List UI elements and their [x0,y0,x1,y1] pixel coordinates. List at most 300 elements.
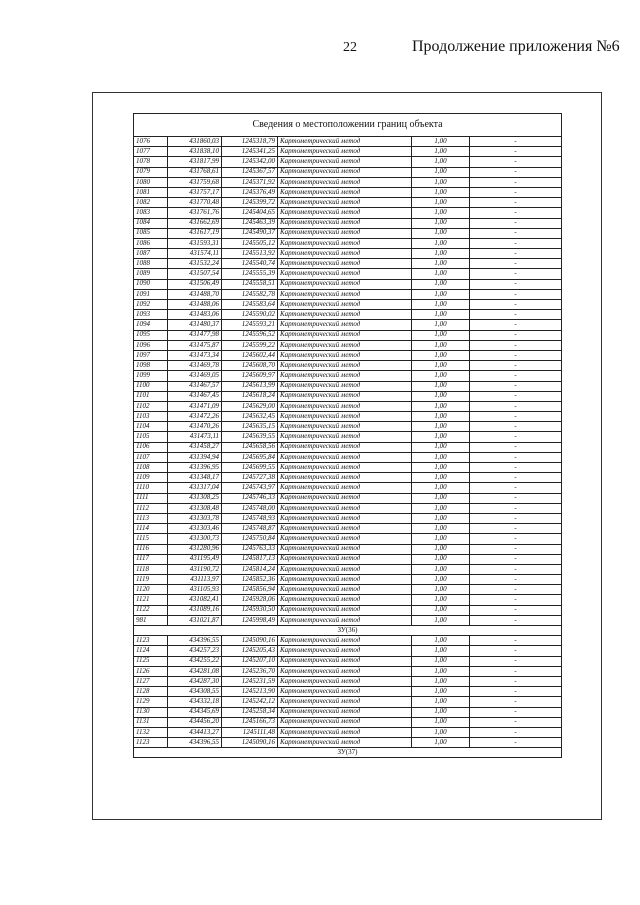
table-cell: 1,00 [412,544,470,554]
table-cell: Картометрический метод [278,340,412,350]
table-cell: 1245513,92 [222,249,278,259]
table-row [134,442,562,452]
table-cell: 1245590,02 [222,310,278,320]
table-cell: 1245639,55 [222,432,278,442]
table-cell: 1115 [134,534,168,544]
table-cell: 1114 [134,524,168,534]
table-row [134,412,562,422]
table-cell: 1,00 [412,503,470,513]
table-cell: 1245593,21 [222,320,278,330]
table-cell: 1245205,43 [222,646,278,656]
table-cell: 1082 [134,198,168,208]
table-cell: Картометрический метод [278,381,412,391]
table-row [134,177,562,187]
table-cell: 431761,76 [168,208,222,218]
table-cell: - [470,198,562,208]
table-cell: 1245367,57 [222,167,278,177]
table-cell: 1,00 [412,493,470,503]
table-row [134,595,562,605]
table-cell: 1245658,56 [222,442,278,452]
table-cell: 1110 [134,483,168,493]
table-cell: 431770,48 [168,198,222,208]
table-row [134,320,562,330]
table-cell: - [470,137,562,147]
table-cell: 1,00 [412,727,470,737]
table-title: Сведения о местоположении границ объекта [134,114,562,137]
table-cell: 1,00 [412,187,470,197]
table-cell: 1104 [134,422,168,432]
table-cell: 434257,23 [168,646,222,656]
table-cell: - [470,656,562,666]
table-cell: 1245236,70 [222,666,278,676]
table-cell: 431308,48 [168,503,222,513]
table-cell: 1,00 [412,401,470,411]
table-cell: 1131 [134,717,168,727]
table-cell: - [470,269,562,279]
table-cell: 431303,46 [168,524,222,534]
table-cell: - [470,483,562,493]
table-cell: 1245207,10 [222,656,278,666]
table-cell: 431488,06 [168,300,222,310]
table-cell: 1077 [134,147,168,157]
table-row [134,636,562,646]
table-cell: 1245258,34 [222,707,278,717]
table-cell: 1245635,15 [222,422,278,432]
table-cell: 1126 [134,666,168,676]
table-cell: 1120 [134,585,168,595]
table-cell: 1,00 [412,330,470,340]
table-cell: - [470,452,562,462]
table-cell: 431317,04 [168,483,222,493]
table-cell: 1245242,12 [222,697,278,707]
table-cell: - [470,259,562,269]
table-cell: - [470,534,562,544]
table-cell: 1245558,51 [222,279,278,289]
table-cell: 1245629,00 [222,401,278,411]
table-cell: Картометрический метод [278,187,412,197]
table-cell: 1086 [134,238,168,248]
table-cell: 1,00 [412,646,470,656]
table-cell: 431759,68 [168,177,222,187]
table-cell: 1,00 [412,483,470,493]
table-cell: Картометрический метод [278,218,412,228]
table-cell: 1245746,33 [222,493,278,503]
table-cell: 431105,93 [168,585,222,595]
table-row [134,646,562,656]
table-cell: 434308,55 [168,687,222,697]
table-cell: Картометрический метод [278,361,412,371]
table-cell: 1245930,50 [222,605,278,615]
table-cell: - [470,697,562,707]
table-row [134,391,562,401]
table-row [134,534,562,544]
table-cell: Картометрический метод [278,320,412,330]
table-cell: - [470,412,562,422]
table-cell: 1,00 [412,513,470,523]
table-cell: 1245748,93 [222,513,278,523]
table-cell: - [470,340,562,350]
table-cell: - [470,422,562,432]
table-cell: - [470,371,562,381]
table-cell: 431467,45 [168,391,222,401]
table-row [134,340,562,350]
table-cell: Картометрический метод [278,585,412,595]
table-cell: Картометрический метод [278,259,412,269]
table-cell: Картометрический метод [278,300,412,310]
table-cell: 1,00 [412,432,470,442]
table-cell: Картометрический метод [278,666,412,676]
boundary-table [133,113,562,758]
table-cell: 1245341,25 [222,147,278,157]
table-cell: - [470,238,562,248]
table-cell: 431348,17 [168,473,222,483]
table-row [134,513,562,523]
table-cell: 1,00 [412,137,470,147]
table-cell: 1245111,48 [222,727,278,737]
table-cell: Картометрический метод [278,554,412,564]
table-cell: - [470,432,562,442]
table-cell: 1103 [134,412,168,422]
table-row [134,371,562,381]
table-row [134,238,562,248]
table-cell: 1,00 [412,666,470,676]
table-cell: 1127 [134,676,168,686]
table-row [134,544,562,554]
table-cell: 1081 [134,187,168,197]
table-cell: Картометрический метод [278,238,412,248]
table-cell: Картометрический метод [278,463,412,473]
table-cell: Картометрический метод [278,350,412,360]
table-cell: - [470,564,562,574]
table-cell: 1083 [134,208,168,218]
table-cell: 1245748,00 [222,503,278,513]
table-cell: Картометрический метод [278,289,412,299]
table-cell: 431768,61 [168,167,222,177]
table-cell: 1,00 [412,605,470,615]
table-cell: Картометрический метод [278,310,412,320]
table-cell: - [470,350,562,360]
table-cell: - [470,187,562,197]
table-cell: Картометрический метод [278,371,412,381]
table-cell: 1112 [134,503,168,513]
section-row [134,748,562,758]
table-cell: 1,00 [412,524,470,534]
table-cell: 1129 [134,697,168,707]
table-row [134,727,562,737]
table-cell: 1245090,16 [222,636,278,646]
table-cell: 431396,95 [168,463,222,473]
table-cell: 1123 [134,636,168,646]
table-cell: 1,00 [412,687,470,697]
table-cell: - [470,157,562,167]
table-cell: 434332,18 [168,697,222,707]
table-cell: - [470,493,562,503]
table-cell: 1,00 [412,452,470,462]
table-cell: 431469,05 [168,371,222,381]
table-cell: Картометрический метод [278,330,412,340]
table-cell: Картометрический метод [278,615,412,625]
table-cell: 431471,09 [168,401,222,411]
table-row [134,524,562,534]
table-cell: 1245695,84 [222,452,278,462]
table-cell: 1245371,92 [222,177,278,187]
table-cell: 1122 [134,605,168,615]
section-label: ЗУ(36) [134,626,562,636]
table-cell: - [470,646,562,656]
table-cell: 1107 [134,452,168,462]
table-cell: 1092 [134,300,168,310]
table-cell: 1079 [134,167,168,177]
table-cell: Картометрический метод [278,595,412,605]
table-cell: 1,00 [412,238,470,248]
table-cell: 1245763,33 [222,544,278,554]
table-row [134,289,562,299]
table-cell: Картометрический метод [278,513,412,523]
table-cell: 1245166,73 [222,717,278,727]
table-cell: 1,00 [412,422,470,432]
table-cell: 1245540,74 [222,259,278,269]
table-cell: 1,00 [412,198,470,208]
table-cell: 1,00 [412,564,470,574]
table-cell: 431662,69 [168,218,222,228]
table-cell: 431477,98 [168,330,222,340]
table-cell: 1,00 [412,300,470,310]
table-cell: 1245608,70 [222,361,278,371]
table-cell: - [470,524,562,534]
table-cell: - [470,177,562,187]
table-cell: 431190,72 [168,564,222,574]
table-cell: - [470,463,562,473]
table-cell: 1245505,12 [222,238,278,248]
table-cell: - [470,544,562,554]
table-cell: 1,00 [412,279,470,289]
table-cell: 1,00 [412,656,470,666]
table-row [134,687,562,697]
table-cell: Картометрический метод [278,636,412,646]
table-cell: - [470,391,562,401]
table-cell: - [470,218,562,228]
table-cell: 1105 [134,432,168,442]
table-cell: Картометрический метод [278,534,412,544]
table-cell: 1089 [134,269,168,279]
table-cell: 1245596,52 [222,330,278,340]
table-cell: 1245583,64 [222,300,278,310]
table-cell: 1095 [134,330,168,340]
table-cell: 1099 [134,371,168,381]
table-cell: - [470,554,562,564]
section-label: ЗУ(37) [134,748,562,758]
table-cell: 1,00 [412,738,470,748]
table-cell: 431838,10 [168,147,222,157]
table-cell: 431469,78 [168,361,222,371]
table-cell: 434287,30 [168,676,222,686]
table-cell: Картометрический метод [278,269,412,279]
table-cell: 1076 [134,137,168,147]
table-cell: 431280,96 [168,544,222,554]
table-cell: 434396,55 [168,738,222,748]
table-cell: 431113,97 [168,575,222,585]
table-cell: 1119 [134,575,168,585]
table-cell: 1,00 [412,717,470,727]
table-row [134,656,562,666]
table-cell: 1098 [134,361,168,371]
table-cell: 1245814,24 [222,564,278,574]
table-cell: 1245750,84 [222,534,278,544]
table-cell: Картометрический метод [278,697,412,707]
table-cell: - [470,381,562,391]
table-cell: 1245727,38 [222,473,278,483]
table-cell: 1,00 [412,320,470,330]
table-cell: Картометрический метод [278,544,412,554]
table-cell: 1,00 [412,707,470,717]
table-cell: 1245342,00 [222,157,278,167]
table-row [134,676,562,686]
table-cell: Картометрический метод [278,177,412,187]
table-cell: 1,00 [412,147,470,157]
table-cell: 1,00 [412,228,470,238]
table-cell: - [470,167,562,177]
table-cell: - [470,208,562,218]
table-cell: Картометрический метод [278,442,412,452]
table-cell: 1094 [134,320,168,330]
table-cell: 1245613,99 [222,381,278,391]
table-cell: 1,00 [412,636,470,646]
table-cell: 1093 [134,310,168,320]
table-cell: Картометрический метод [278,249,412,259]
table-row [134,157,562,167]
table-cell: 431472,26 [168,412,222,422]
table-cell: - [470,361,562,371]
table-row [134,564,562,574]
table-cell: 1,00 [412,269,470,279]
table-cell: 1,00 [412,361,470,371]
table-cell: Картометрический метод [278,717,412,727]
table-row [134,738,562,748]
table-cell: 1,00 [412,391,470,401]
table-row [134,401,562,411]
table-cell: Картометрический метод [278,208,412,218]
table-cell: Картометрический метод [278,707,412,717]
table-row [134,422,562,432]
table-cell: 434396,55 [168,636,222,646]
table-row [134,503,562,513]
table-cell: 1245852,36 [222,575,278,585]
table-cell: - [470,473,562,483]
table-row [134,666,562,676]
table-cell: 1245998,49 [222,615,278,625]
table-cell: Картометрический метод [278,483,412,493]
table-cell: 1,00 [412,259,470,269]
table-row [134,279,562,289]
table-cell: 1245632,45 [222,412,278,422]
table-cell: Картометрический метод [278,727,412,737]
table-cell: 1116 [134,544,168,554]
table-row [134,432,562,442]
table-cell: Картометрический метод [278,432,412,442]
table-cell: Картометрический метод [278,147,412,157]
table-cell: 1,00 [412,463,470,473]
table-cell: 431308,25 [168,493,222,503]
page-number: 22 [343,40,357,55]
table-cell: Картометрический метод [278,279,412,289]
table-row [134,137,562,147]
table-cell: 434456,20 [168,717,222,727]
table-cell: 431593,31 [168,238,222,248]
table-row [134,361,562,371]
table-cell: 1109 [134,473,168,483]
table-cell: - [470,605,562,615]
table-row [134,463,562,473]
table-cell: Картометрический метод [278,391,412,401]
table-cell: 1130 [134,707,168,717]
table-cell: 431757,17 [168,187,222,197]
table-cell: 431480,37 [168,320,222,330]
table-cell: 1124 [134,646,168,656]
table-row [134,605,562,615]
table-cell: - [470,575,562,585]
table-cell: 431394,94 [168,452,222,462]
table-cell: 1245490,37 [222,228,278,238]
table-cell: 1084 [134,218,168,228]
table-cell: Картометрический метод [278,473,412,483]
table-row [134,249,562,259]
table-title-row [134,114,562,137]
table-cell: 1245318,79 [222,137,278,147]
table-cell: 1,00 [412,676,470,686]
table-cell: 1100 [134,381,168,391]
table-row [134,554,562,564]
table-cell: 431303,78 [168,513,222,523]
table-cell: 1121 [134,595,168,605]
table-cell: 1,00 [412,289,470,299]
table-cell: 431458,27 [168,442,222,452]
table-cell: Картометрический метод [278,738,412,748]
table-cell: 1132 [134,727,168,737]
table-row [134,218,562,228]
table-cell: - [470,401,562,411]
table-cell: - [470,707,562,717]
table-cell: 431473,11 [168,432,222,442]
table-cell: 1245213,90 [222,687,278,697]
table-row [134,350,562,360]
table-cell: 434281,08 [168,666,222,676]
table-cell: 1245599,22 [222,340,278,350]
table-row [134,300,562,310]
table-cell: 1245376,49 [222,187,278,197]
table-cell: 1,00 [412,249,470,259]
table-cell: 1,00 [412,554,470,564]
table-row [134,707,562,717]
table-cell: 434345,69 [168,707,222,717]
table-cell: 1085 [134,228,168,238]
table-row [134,381,562,391]
table-cell: 1078 [134,157,168,167]
table-cell: 431532,24 [168,259,222,269]
table-cell: - [470,738,562,748]
table-cell: 1,00 [412,442,470,452]
table-cell: 1117 [134,554,168,564]
table-cell: - [470,666,562,676]
table-cell: 431021,87 [168,615,222,625]
table-cell: 431817,99 [168,157,222,167]
table-row [134,310,562,320]
table-cell: 431300,73 [168,534,222,544]
table-cell: 1245699,55 [222,463,278,473]
table-cell: 1125 [134,656,168,666]
table-cell: 1108 [134,463,168,473]
table-row [134,269,562,279]
table-row [134,697,562,707]
